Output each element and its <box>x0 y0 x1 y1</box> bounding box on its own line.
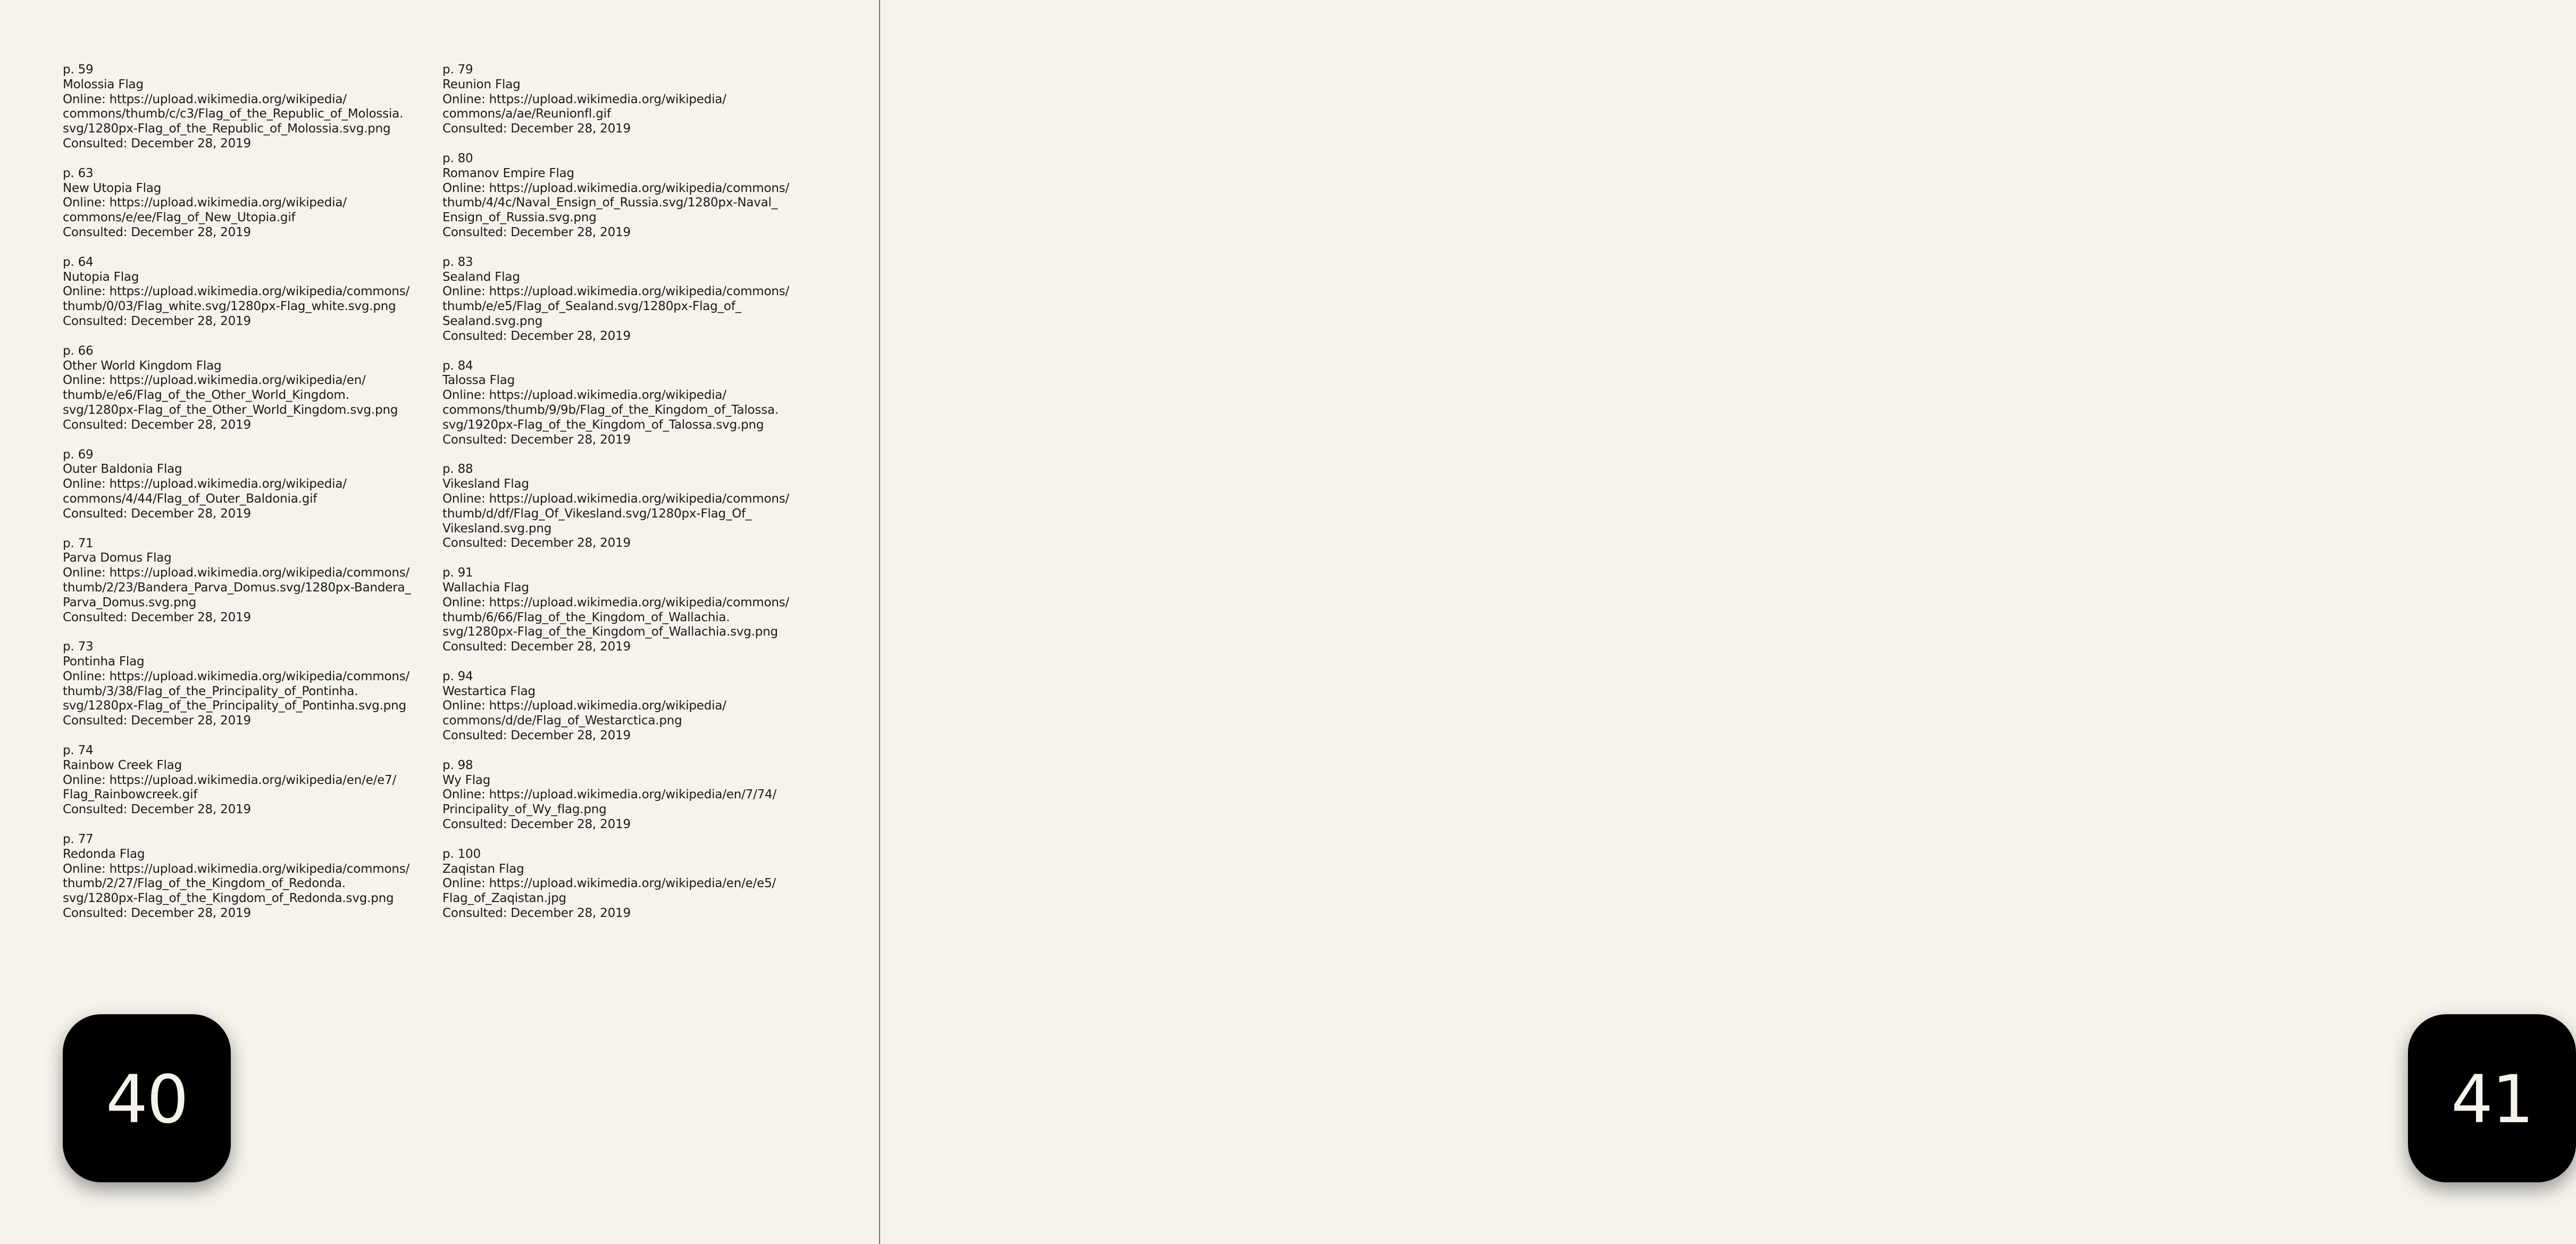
page-number-badge-right <box>2408 1014 2576 1182</box>
credit-url-line: Online: https://upload.wikimedia.org/wikipedia/commons/ <box>442 595 790 610</box>
credit-title: Pontinha Flag <box>63 655 145 669</box>
credit-consulted-date: Consulted: December 28, 2019 <box>442 329 631 343</box>
credit-url-line: Online: https://upload.wikimedia.org/wikipedia/commons/ <box>63 566 410 580</box>
credit-title: Parva Domus Flag <box>63 551 172 565</box>
credit-page-ref: p. 79 <box>442 63 473 77</box>
credit-url-line: Online: https://upload.wikimedia.org/wikipedia/ <box>63 196 347 210</box>
credit-title: Outer Baldonia Flag <box>63 462 182 477</box>
credit-consulted-date: Consulted: December 28, 2019 <box>63 714 251 728</box>
credit-url-line: thumb/d/df/Flag_Of_Vikesland.svg/1280px-Flag_Of_ <box>442 506 752 521</box>
credit-consulted-date: Consulted: December 28, 2019 <box>63 803 251 817</box>
credit-url-line: Online: https://upload.wikimedia.org/wikipedia/en/ <box>63 373 366 388</box>
credit-url-line: commons/4/44/Flag_of_Outer_Baldonia.gif <box>63 491 317 506</box>
credit-page-ref: p. 94 <box>442 669 473 683</box>
credit-entry <box>63 344 430 433</box>
credit-url-line: Sealand.svg.png <box>442 314 543 328</box>
credit-consulted-date: Consulted: December 28, 2019 <box>442 729 631 743</box>
credit-entry <box>442 255 809 344</box>
credit-entry <box>442 63 809 137</box>
credit-consulted-date: Consulted: December 28, 2019 <box>63 225 251 239</box>
credit-page-ref: p. 77 <box>63 832 94 847</box>
credit-url-line: thumb/e/e5/Flag_of_Sealand.svg/1280px-Flag_of_ <box>442 299 741 314</box>
credit-entry <box>63 255 430 329</box>
credit-consulted-date: Consulted: December 28, 2019 <box>442 122 631 136</box>
credit-page-ref: p. 63 <box>63 166 94 180</box>
credit-entry <box>442 566 809 655</box>
credit-title: New Utopia Flag <box>63 181 162 195</box>
credit-title: Romanov Empire Flag <box>442 166 574 180</box>
credit-consulted-date: Consulted: December 28, 2019 <box>63 610 251 624</box>
credit-url-line: Ensign_of_Russia.svg.png <box>442 211 597 225</box>
credit-page-ref: p. 80 <box>442 151 473 165</box>
credit-url-line: commons/a/ae/Reunionfl.gif <box>442 107 611 121</box>
credit-url-line: Online: https://upload.wikimedia.org/wikipedia/ <box>442 699 726 713</box>
credit-url-line: Principality_of_Wy_flag.png <box>442 803 607 817</box>
credit-entry <box>442 359 809 448</box>
credit-consulted-date: Consulted: December 28, 2019 <box>63 506 251 521</box>
credit-url-line: Parva_Domus.svg.png <box>63 595 197 610</box>
page-number-left: 40 <box>106 1062 188 1138</box>
credit-title: Wy Flag <box>442 773 491 787</box>
credit-url-line: Online: https://upload.wikimedia.org/wikipedia/commons/ <box>442 285 790 299</box>
credit-url-line: svg/1280px-Flag_of_the_Other_World_Kingdom.svg.png <box>63 403 398 417</box>
credit-url-line: Online: https://upload.wikimedia.org/wikipedia/en/e/e5/ <box>442 876 776 891</box>
credit-url-line: Online: https://upload.wikimedia.org/wikipedia/commons/ <box>63 669 410 683</box>
credit-url-line: thumb/6/66/Flag_of_the_Kingdom_of_Wallachia. <box>442 610 730 624</box>
credit-title: Reunion Flag <box>442 77 521 91</box>
credit-url-line: thumb/e/e6/Flag_of_the_Other_World_Kingdom. <box>63 388 349 403</box>
credit-page-ref: p. 66 <box>63 344 94 358</box>
credit-url-line: Online: https://upload.wikimedia.org/wikipedia/commons/ <box>63 862 410 876</box>
credit-url-line: commons/d/de/Flag_of_Westarctica.png <box>442 714 682 728</box>
credits-column-2 <box>442 63 809 936</box>
credit-url-line: svg/1280px-Flag_of_the_Republic_of_Molossia.svg.png <box>63 122 391 136</box>
credit-title: Zaqistan Flag <box>442 862 524 876</box>
credit-page-ref: p. 74 <box>63 744 94 758</box>
credit-consulted-date: Consulted: December 28, 2019 <box>63 418 251 432</box>
credit-url-line: thumb/4/4c/Naval_Ensign_of_Russia.svg/1280px-Naval_ <box>442 196 778 210</box>
credit-title: Wallachia Flag <box>442 580 529 595</box>
credit-page-ref: p. 71 <box>63 536 94 550</box>
credit-page-ref: p. 91 <box>442 566 473 580</box>
credit-page-ref: p. 69 <box>63 447 94 462</box>
credit-page-ref: p. 64 <box>63 255 94 269</box>
left-page <box>0 0 879 1244</box>
credit-url-line: Online: https://upload.wikimedia.org/wikipedia/en/e/e7/ <box>63 773 397 787</box>
credit-url-line: svg/1280px-Flag_of_the_Kingdom_of_Redonda.svg.png <box>63 891 394 906</box>
credit-url-line: svg/1920px-Flag_of_the_Kingdom_of_Talossa.svg.png <box>442 418 764 432</box>
credit-url-line: Online: https://upload.wikimedia.org/wikipedia/en/7/74/ <box>442 788 777 802</box>
credit-page-ref: p. 84 <box>442 358 473 373</box>
page-number-badge-left <box>63 1014 231 1182</box>
credit-url-line: Vikesland.svg.png <box>442 521 552 536</box>
credit-entry <box>442 670 809 744</box>
credit-url-line: Online: https://upload.wikimedia.org/wikipedia/ <box>63 92 347 106</box>
credit-entry <box>442 462 809 551</box>
credit-page-ref: p. 73 <box>63 640 94 654</box>
credit-title: Westartica Flag <box>442 684 536 698</box>
credit-url-line: Online: https://upload.wikimedia.org/wikipedia/ <box>63 477 347 491</box>
credit-entry <box>63 640 430 729</box>
credit-url-line: Flag_Rainbowcreek.gif <box>63 788 198 802</box>
credit-url-line: Online: https://upload.wikimedia.org/wikipedia/ <box>442 92 726 106</box>
credit-consulted-date: Consulted: December 28, 2019 <box>442 817 631 832</box>
credit-url-line: thumb/0/03/Flag_white.svg/1280px-Flag_white.svg.png <box>63 299 396 314</box>
credit-url-line: commons/thumb/9/9b/Flag_of_the_Kingdom_of_Talossa. <box>442 403 779 417</box>
credit-consulted-date: Consulted: December 28, 2019 <box>63 906 251 921</box>
credit-title: Rainbow Creek Flag <box>63 758 182 772</box>
credit-url-line: Online: https://upload.wikimedia.org/wikipedia/commons/ <box>442 181 790 195</box>
credit-url-line: Flag_of_Zaqistan.jpg <box>442 891 566 906</box>
credit-entry <box>63 166 430 240</box>
credit-page-ref: p. 59 <box>63 63 94 77</box>
credit-entry <box>63 832 430 921</box>
credit-url-line: thumb/3/38/Flag_of_the_Principality_of_Pontinha. <box>63 684 358 698</box>
credit-entry <box>63 537 430 625</box>
credit-consulted-date: Consulted: December 28, 2019 <box>442 906 631 921</box>
credit-page-ref: p. 100 <box>442 847 481 861</box>
page-number-right: 41 <box>2451 1062 2533 1138</box>
credit-title: Sealand Flag <box>442 270 520 284</box>
credit-consulted-date: Consulted: December 28, 2019 <box>442 640 631 654</box>
credit-title: Nutopia Flag <box>63 270 139 284</box>
credit-title: Vikesland Flag <box>442 477 529 491</box>
credit-entry <box>442 758 809 832</box>
credit-consulted-date: Consulted: December 28, 2019 <box>442 432 631 447</box>
right-page <box>880 0 2533 1244</box>
credit-url-line: commons/e/ee/Flag_of_New_Utopia.gif <box>63 211 296 225</box>
credit-consulted-date: Consulted: December 28, 2019 <box>442 536 631 550</box>
credit-entry <box>442 847 809 921</box>
credit-url-line: svg/1280px-Flag_of_the_Principality_of_Pontinha.svg.png <box>63 699 406 713</box>
credit-title: Talossa Flag <box>442 373 515 388</box>
credit-entry <box>63 63 430 152</box>
credit-consulted-date: Consulted: December 28, 2019 <box>63 314 251 328</box>
credit-url-line: Online: https://upload.wikimedia.org/wikipedia/commons/ <box>63 285 410 299</box>
credit-url-line: thumb/2/27/Flag_of_the_Kingdom_of_Redonda. <box>63 876 346 891</box>
credit-title: Other World Kingdom Flag <box>63 358 222 373</box>
credit-url-line: thumb/2/23/Bandera_Parva_Domus.svg/1280px-Bandera_ <box>63 580 411 595</box>
credit-entry <box>63 744 430 817</box>
credit-title: Molossia Flag <box>63 77 144 91</box>
credit-consulted-date: Consulted: December 28, 2019 <box>63 136 251 151</box>
credit-consulted-date: Consulted: December 28, 2019 <box>442 225 631 239</box>
credit-entry <box>63 448 430 522</box>
credit-url-line: commons/thumb/c/c3/Flag_of_the_Republic_of_Molossia. <box>63 107 404 121</box>
credit-url-line: Online: https://upload.wikimedia.org/wikipedia/commons/ <box>442 491 790 506</box>
credit-url-line: Online: https://upload.wikimedia.org/wikipedia/ <box>442 388 726 403</box>
credit-page-ref: p. 88 <box>442 462 473 477</box>
credit-page-ref: p. 83 <box>442 255 473 269</box>
credit-title: Redonda Flag <box>63 847 145 861</box>
credit-url-line: svg/1280px-Flag_of_the_Kingdom_of_Wallachia.svg.png <box>442 625 778 639</box>
credit-page-ref: p. 98 <box>442 758 473 772</box>
credits-column-1 <box>63 63 430 936</box>
credit-entry <box>442 152 809 240</box>
